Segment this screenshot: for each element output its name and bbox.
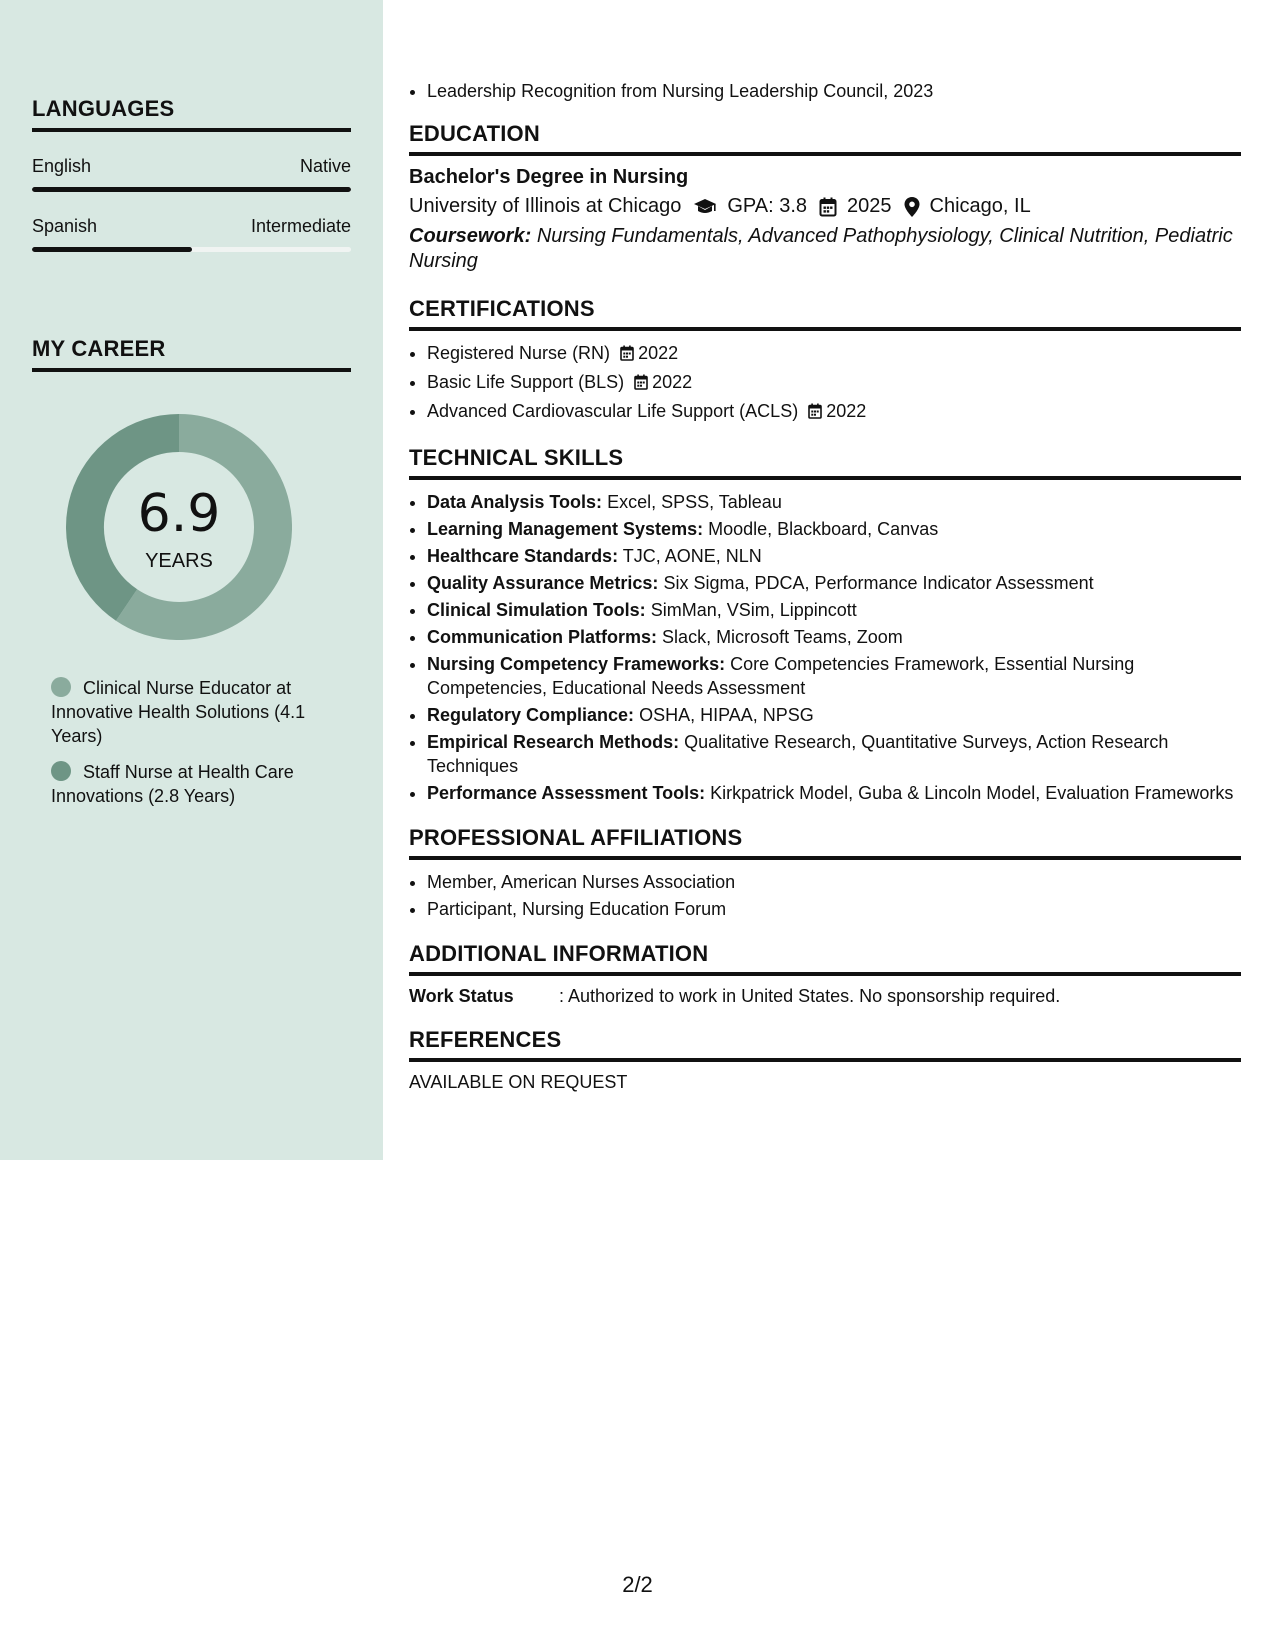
- skill-value: Kirkpatrick Model, Guba & Lincoln Model, Evaluation Frameworks: [710, 783, 1234, 803]
- languages-title: LANGUAGES: [32, 96, 351, 132]
- legend-dot-icon: [51, 677, 71, 697]
- language-proficiency-bar: [32, 247, 351, 252]
- affiliations-section: [409, 825, 1241, 921]
- education-year: 2025: [847, 195, 892, 217]
- language-name: English: [32, 156, 92, 176]
- education-section: [409, 121, 1241, 274]
- references-section: [409, 1027, 1241, 1093]
- skill-item: [427, 652, 1241, 700]
- work-status-value: : Authorized to work in United States. No sponsorship required.: [559, 986, 1061, 1006]
- skills-section: [409, 445, 1241, 805]
- skill-label: Quality Assurance Metrics:: [427, 573, 659, 593]
- certification-item: [427, 370, 1241, 396]
- certifications-list: [409, 341, 1241, 425]
- language-level: Intermediate: [250, 216, 351, 236]
- skill-item: [427, 571, 1241, 595]
- graduation-cap-icon: [693, 198, 717, 216]
- skill-label: Nursing Competency Frameworks:: [427, 654, 726, 674]
- certifications-title: CERTIFICATIONS: [409, 296, 1241, 331]
- skill-item: [427, 730, 1241, 778]
- calendar-icon: [634, 372, 648, 396]
- certifications-section: [409, 296, 1241, 425]
- education-location: Chicago, IL: [929, 195, 1031, 217]
- references-text: AVAILABLE ON REQUEST: [409, 1072, 628, 1092]
- calendar-icon: [808, 401, 822, 425]
- award-item: • Leadership Recognition from Nursing Leadership Council, 2023: [427, 79, 1241, 103]
- languages-section: [32, 96, 351, 252]
- skill-item: [427, 490, 1241, 514]
- skill-value: Moodle, Blackboard, Canvas: [708, 519, 939, 539]
- certification-item: [427, 399, 1241, 425]
- sidebar: [0, 0, 383, 1160]
- skill-item: [427, 781, 1241, 805]
- education-title: EDUCATION: [409, 121, 1241, 156]
- language-item: [32, 216, 351, 252]
- skill-label: Performance Assessment Tools:: [427, 783, 706, 803]
- career-donut-chart: [66, 414, 292, 640]
- language-proficiency-fill: [32, 187, 351, 192]
- language-proficiency-fill: [32, 247, 192, 252]
- skills-title: TECHNICAL SKILLS: [409, 445, 1241, 480]
- language-item: [32, 156, 351, 192]
- affiliation-item: • Participant, Nursing Education Forum: [427, 897, 1241, 921]
- career-total-years: 6.9: [137, 484, 221, 544]
- coursework-label: Coursework:: [409, 225, 532, 247]
- skill-value: OSHA, HIPAA, NPSG: [639, 705, 814, 725]
- skill-item: [427, 625, 1241, 649]
- legend-dot-icon: [51, 761, 71, 781]
- references-title: REFERENCES: [409, 1027, 1241, 1062]
- additional-section: [409, 941, 1241, 1007]
- certification-item: [427, 341, 1241, 367]
- career-legend-item: [51, 760, 341, 808]
- skills-list: [409, 490, 1241, 805]
- skill-label: Communication Platforms:: [427, 627, 658, 647]
- affiliations-list: [409, 870, 1241, 921]
- calendar-icon: [620, 343, 634, 367]
- skill-label: Data Analysis Tools:: [427, 492, 603, 512]
- skill-value: TJC, AONE, NLN: [622, 546, 762, 566]
- education-meta: [409, 195, 1241, 218]
- skill-label: Learning Management Systems:: [427, 519, 704, 539]
- coursework-text: Nursing Fundamentals, Advanced Pathophysiology, Clinical Nutrition, Pediatric Nursing: [409, 225, 1233, 272]
- skill-value: Six Sigma, PDCA, Performance Indicator Assessment: [663, 573, 1094, 593]
- skill-item: [427, 517, 1241, 541]
- education-degree: Bachelor's Degree in Nursing: [409, 166, 689, 188]
- skill-value: Qualitative Research, Quantitative Surveys, Action Research Techniques: [427, 732, 1169, 776]
- career-legend-label: Staff Nurse at Health Care Innovations (2.8 Years): [51, 762, 294, 806]
- skill-label: Regulatory Compliance:: [427, 705, 635, 725]
- certification-name: Registered Nurse (RN): [427, 343, 611, 363]
- skill-value: SimMan, VSim, Lippincott: [650, 600, 857, 620]
- skill-value: Slack, Microsoft Teams, Zoom: [662, 627, 903, 647]
- career-legend-label: Clinical Nurse Educator at Innovative Health Solutions (4.1 Years): [51, 678, 306, 746]
- work-status-label: Work Status: [409, 986, 514, 1006]
- language-level: Native: [299, 156, 351, 176]
- certification-name: Basic Life Support (BLS): [427, 372, 625, 392]
- career-title: MY CAREER: [32, 336, 351, 372]
- skill-item: [427, 598, 1241, 622]
- certification-year: 2022: [638, 343, 679, 363]
- education-gpa: GPA: 3.8: [727, 195, 808, 217]
- skill-item: [427, 703, 1241, 727]
- education-coursework: [409, 224, 1241, 274]
- affiliation-item: • Member, American Nurses Association: [427, 870, 1241, 894]
- skill-label: Healthcare Standards:: [427, 546, 619, 566]
- career-legend-item: [51, 676, 341, 748]
- map-pin-icon: [904, 197, 920, 217]
- certification-year: 2022: [652, 372, 693, 392]
- work-status-row: [409, 986, 1241, 1007]
- skill-label: Empirical Research Methods:: [427, 732, 680, 752]
- awards-list: [409, 79, 1241, 103]
- calendar-icon: [819, 197, 837, 217]
- skill-value: Core Competencies Framework, Essential Nursing Competencies, Educational Needs Assessment: [427, 654, 1135, 698]
- additional-title: ADDITIONAL INFORMATION: [409, 941, 1241, 976]
- career-legend: [51, 676, 341, 820]
- language-proficiency-bar: [32, 187, 351, 192]
- skill-value: Excel, SPSS, Tableau: [607, 492, 782, 512]
- career-section: [32, 336, 351, 372]
- page-number: 2/2: [622, 1572, 653, 1597]
- language-name: Spanish: [32, 216, 98, 236]
- certification-year: 2022: [826, 401, 867, 421]
- education-school: University of Illinois at Chicago: [409, 195, 682, 217]
- skill-label: Clinical Simulation Tools:: [427, 600, 646, 620]
- certification-name: Advanced Cardiovascular Life Support (ACLS): [427, 401, 799, 421]
- career-total-unit: YEARS: [145, 550, 213, 572]
- affiliations-title: PROFESSIONAL AFFILIATIONS: [409, 825, 1241, 860]
- skill-item: [427, 544, 1241, 568]
- main-content: [409, 0, 1241, 1093]
